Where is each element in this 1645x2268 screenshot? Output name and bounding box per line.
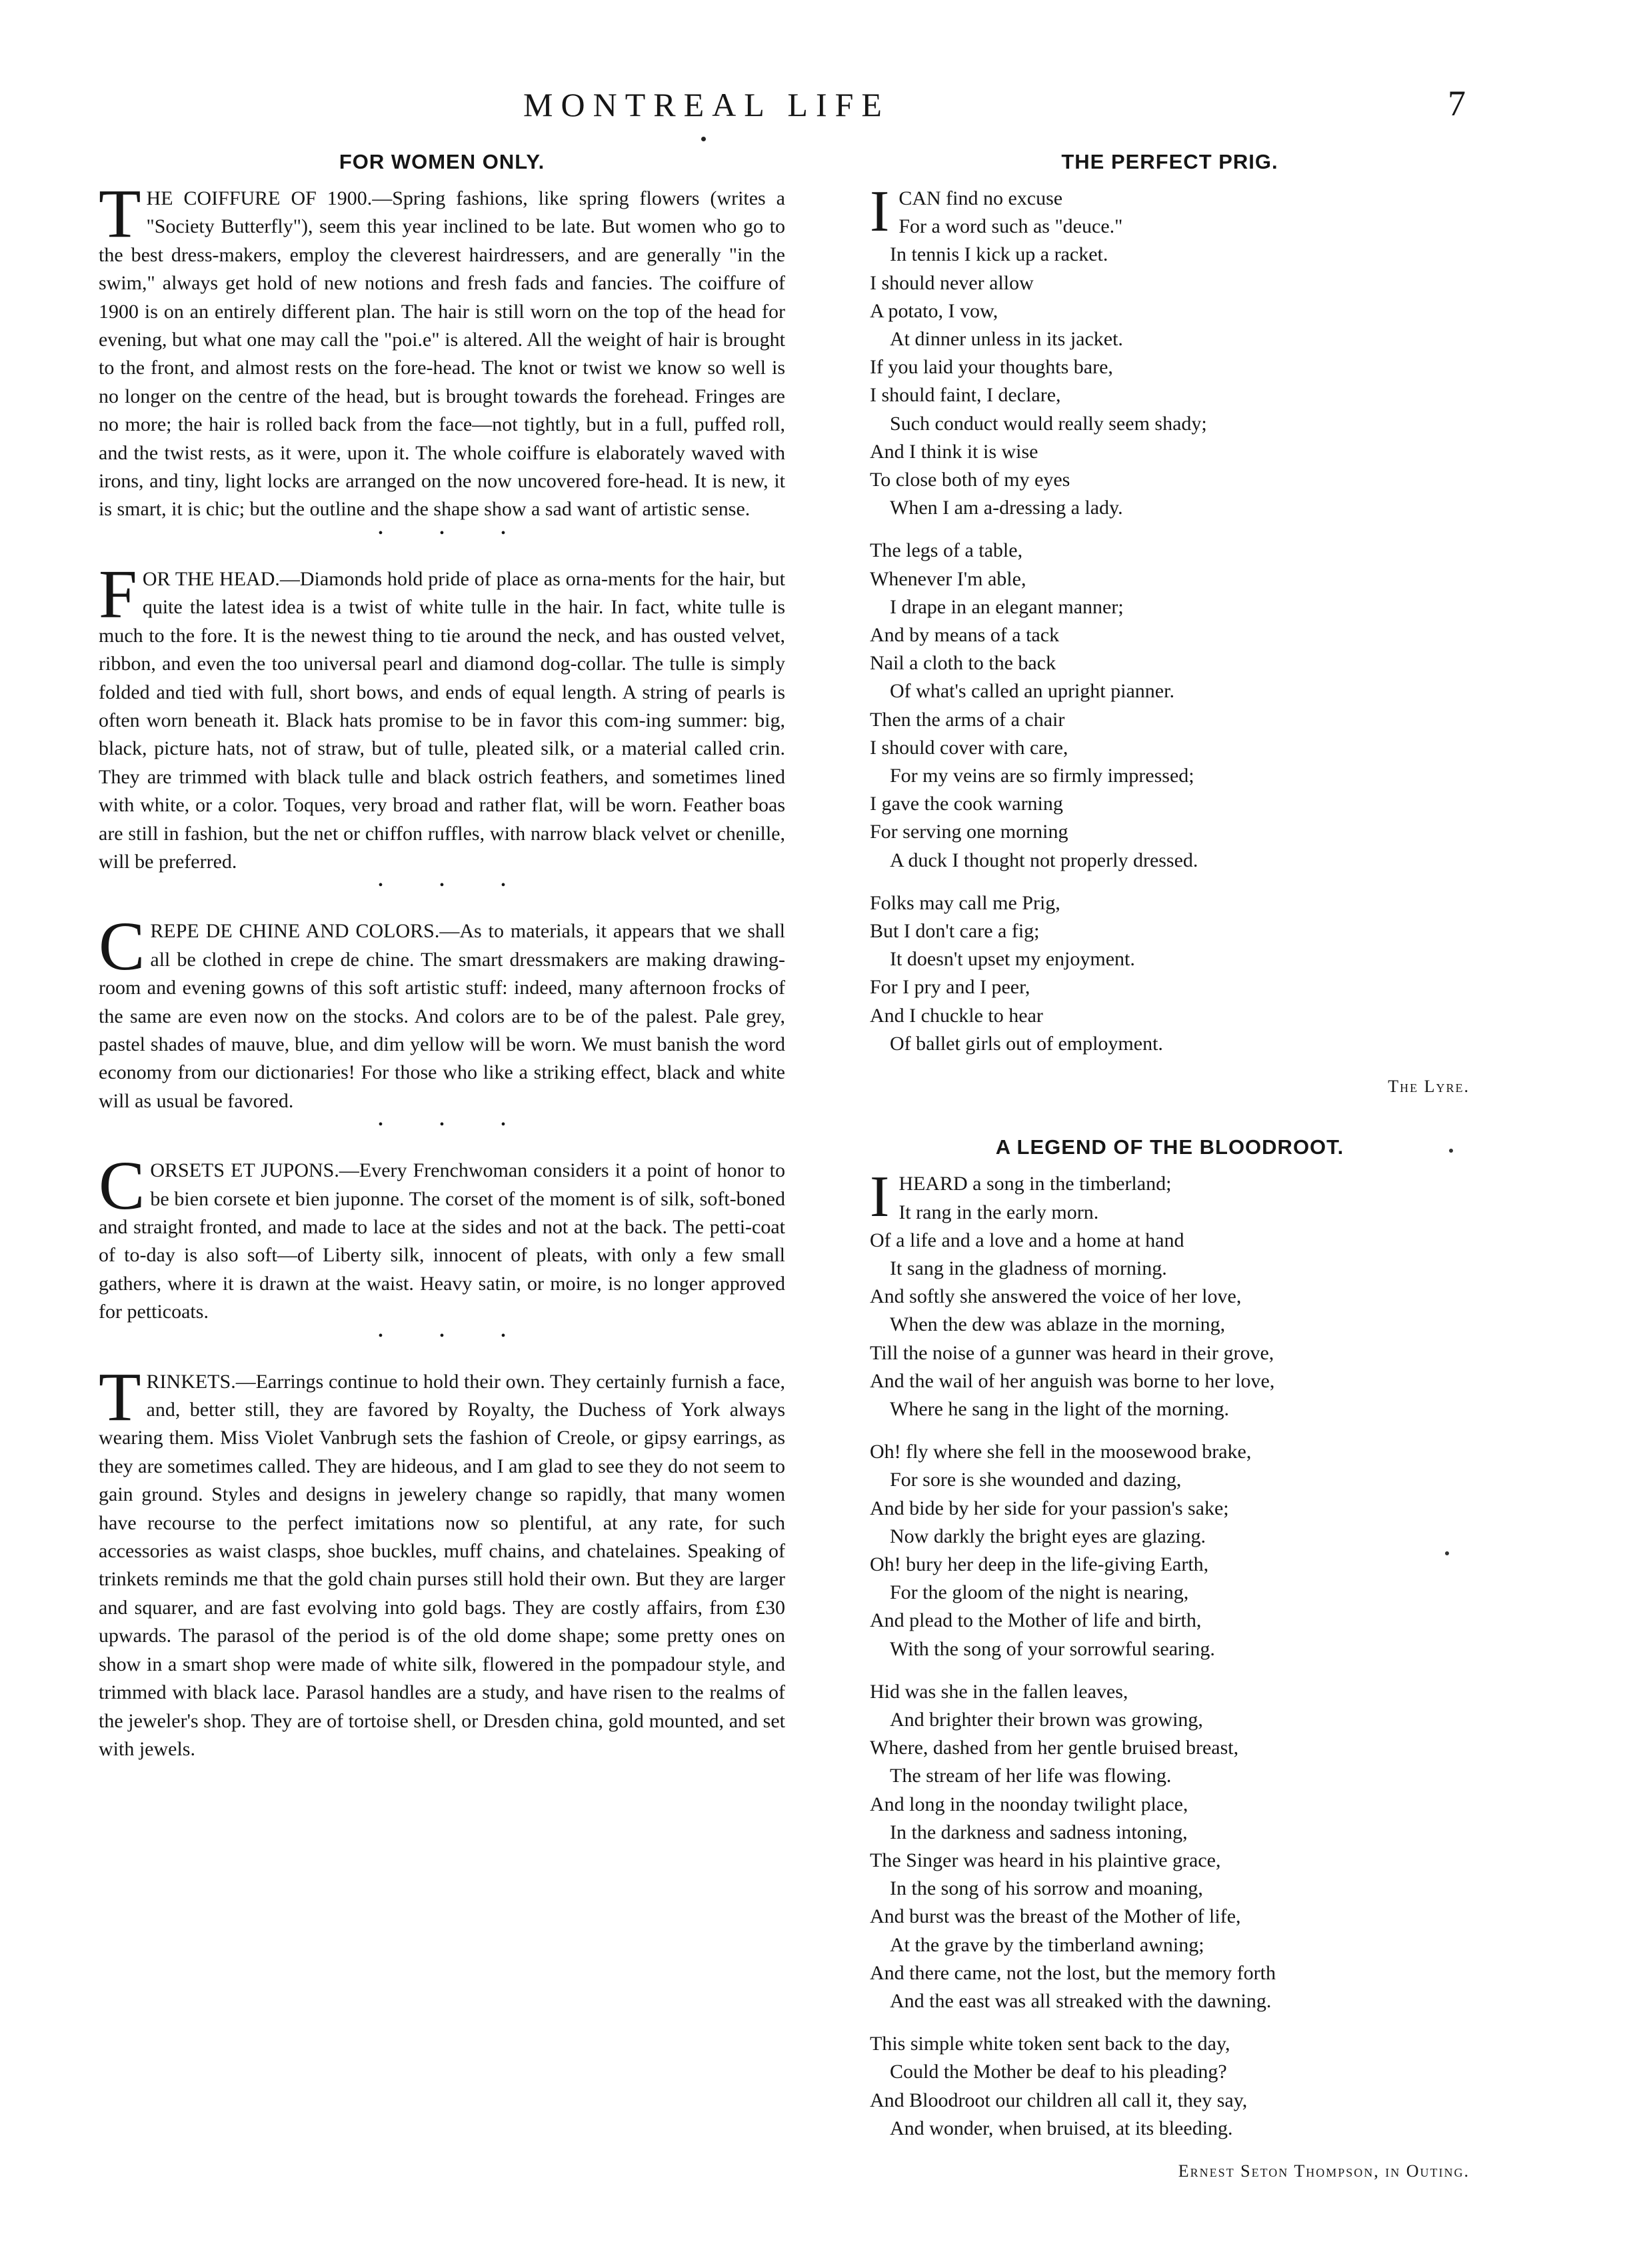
dropcap: I bbox=[870, 179, 890, 244]
poem-stanza bbox=[870, 1678, 1470, 2015]
section-separator: • • • bbox=[378, 1328, 533, 1343]
poem-line: In tennis I kick up a racket. bbox=[890, 243, 1108, 266]
poem-line: Now darkly the bright eyes are glazing. bbox=[890, 1525, 1206, 1547]
print-speck bbox=[1445, 1551, 1449, 1555]
poem-line: Of what's called an upright pianner. bbox=[890, 680, 1174, 703]
poem-line: I gave the cook warning bbox=[870, 793, 1063, 815]
section-separator: • • • bbox=[378, 1117, 533, 1133]
poem-line: And wonder, when bruised, at its bleeding. bbox=[890, 2117, 1233, 2139]
article-paragraph: CORSETS ET JUPONS.—Every Frenchwoman considers it a point of honor to be bien corsete et bien juponne. The corset of the moment is of silk, soft-boned and straight fronted, and made to lace at the sides and not at the back. The petti-coat of to-day is also soft—of Liberty silk, innocent of pleats, with only a few small gathers, where it is drawn at the waist. Heavy satin, or moire, is no longer approved for petticoats. bbox=[99, 1147, 785, 1323]
poem-line: And the east was all streaked with the dawning. bbox=[890, 1989, 1272, 2012]
poem-line: For serving one morning bbox=[870, 821, 1068, 843]
poem-line: And brighter their brown was growing, bbox=[890, 1708, 1203, 1731]
poem-stanza bbox=[870, 179, 1470, 522]
poem-perfect-prig bbox=[870, 179, 1470, 1101]
poem-stanza bbox=[870, 1438, 1470, 1663]
poem-line: With the song of your sorrowful searing. bbox=[890, 1637, 1215, 1660]
poem-line: Such conduct would really seem shady; bbox=[890, 412, 1207, 435]
poem-stanza bbox=[870, 889, 1470, 1058]
poem-line: It doesn't upset my enjoyment. bbox=[890, 948, 1135, 971]
poem-line: Folks may call me Prig, bbox=[870, 891, 1060, 914]
poem-line: The Singer was heard in his plaintive grace, bbox=[870, 1849, 1221, 1871]
poem-line: For a word such as "deuce." bbox=[898, 215, 1123, 238]
poem-line: And burst was the breast of the Mother of life, bbox=[870, 1905, 1241, 1928]
section-title-women: FOR WOMEN ONLY. bbox=[339, 150, 545, 173]
poem-line: For I pry and I peer, bbox=[870, 976, 1030, 999]
section-separator: • • • bbox=[378, 878, 533, 893]
poem-line: And the wail of her anguish was borne to her love, bbox=[870, 1369, 1275, 1392]
poem-line: For the gloom of the night is nearing, bbox=[890, 1581, 1189, 1604]
poem-line: Hid was she in the fallen leaves, bbox=[870, 1680, 1128, 1703]
poem-line: Of a life and a love and a home at hand bbox=[870, 1229, 1184, 1251]
poem-line: At dinner unless in its jacket. bbox=[890, 328, 1123, 351]
right-column bbox=[870, 150, 1470, 2185]
poem-line: Whenever I'm able, bbox=[870, 567, 1026, 590]
poem-stanza bbox=[870, 2030, 1470, 2143]
poem-line: Oh! bury her deep in the life-giving Earth, bbox=[870, 1553, 1209, 1575]
left-column bbox=[99, 150, 785, 1763]
poem-line: I should cover with care, bbox=[870, 736, 1068, 759]
poem-line: Of ballet girls out of employment. bbox=[890, 1032, 1163, 1055]
poem-line: In the darkness and sadness intoning, bbox=[890, 1821, 1188, 1843]
article-paragraph: FOR THE HEAD.—Diamonds hold pride of place as orna-ments for the hair, but quite the latest idea is a twist of white tulle in the hair. In fact, white tulle is much to the fore. It is the newest thing to tie around the neck, and has ousted velvet, ribbon, and even the too universal pearl and diamond dog-collar. The tulle is simply folded and tied with full, short bows, and ends of equal length. A string of pearls is often worn beneath it. Black hats promise to be in favor this com-ing summer: big, black, picture hats, not of straw, but of tulle, pleated silk, or a material called crin. They are trimmed with black tulle and black ostrich feathers, and sometimes lined with white, or a color. Toques, very broad and rather flat, will be worn. Feather boas are still in fashion, but the net or chiffon ruffles, with narrow black velvet or chenille, will be preferred. bbox=[99, 555, 785, 873]
section-separator: • • • bbox=[378, 525, 533, 541]
poem-line: The stream of her life was flowing. bbox=[890, 1765, 1172, 1787]
poem-line: I should faint, I declare, bbox=[870, 384, 1061, 407]
poem-stanza bbox=[870, 1165, 1470, 1423]
poem-line: And I think it is wise bbox=[870, 440, 1038, 463]
poem-line: For sore is she wounded and dazing, bbox=[890, 1469, 1182, 1491]
poem-line: When I am a-dressing a lady. bbox=[890, 497, 1123, 519]
poem-line: This simple white token sent back to the day, bbox=[870, 2033, 1230, 2055]
poem-signature: Ernest Seton Thompson, in Outing. bbox=[1178, 2161, 1470, 2181]
running-header: MONTREAL LIFE bbox=[523, 86, 890, 123]
poem-line: And by means of a tack bbox=[870, 624, 1060, 647]
poem-line: Where, dashed from her gentle bruised breast, bbox=[870, 1737, 1239, 1759]
poem-stanza bbox=[870, 537, 1470, 874]
poem-line: And long in the noonday twilight place, bbox=[870, 1793, 1188, 1815]
poem-line: And softly she answered the voice of her love, bbox=[870, 1285, 1242, 1308]
poem-line: Oh! fly where she fell in the moosewood brake, bbox=[870, 1441, 1252, 1463]
poem-line: To close both of my eyes bbox=[870, 469, 1070, 491]
poem-line: And plead to the Mother of life and birth, bbox=[870, 1609, 1202, 1632]
poem-line: I drape in an elegant manner; bbox=[890, 595, 1124, 618]
poem-line: When the dew was ablaze in the morning, bbox=[890, 1313, 1226, 1336]
poem-line: A duck I thought not properly dressed. bbox=[890, 849, 1198, 871]
page-number: 7 bbox=[1448, 83, 1466, 123]
poem-line: And bide by her side for your passion's sake; bbox=[870, 1497, 1229, 1519]
poem-line: And Bloodroot our children all call it, they say, bbox=[870, 2089, 1248, 2111]
poem-line: At the grave by the timberland awning; bbox=[890, 1933, 1204, 1956]
dropcap: I bbox=[870, 1165, 890, 1230]
poem-line: Could the Mother be deaf to his pleading? bbox=[890, 2061, 1227, 2083]
article-paragraph: THE COIFFURE OF 1900.—Spring fashions, like spring flowers (writes a "Society Butterfly"), seem this year inclined to be late. But women who go to the best dress-makers, employ the cleverest hairdressers, and are generally "in the swim," always get hold of new notions and fresh fads and fancies. The coiffure of 1900 is on an entirely different plan. The hair is still worn on the top of the head for evening, but what one may call the "poi.e" is altered. All the weight of hair is brought to the front, and almost rests on the fore-head. The knot or twist we know so well is no longer on the centre of the head, but is brought towards the forehead. Fringes are no more; the hair is rolled back from the face—not tightly, but in a full, puffed roll, and the twist rests, as it were, upon it. The whole coiffure is elaborately waved with irons, and tiny, light locks are arranged on the now uncovered fore-head. It is new, it is smart, it is chic; but the outline and the shape show a sad want of artistic sense. bbox=[99, 175, 785, 521]
article-paragraph: TRINKETS.—Earrings continue to hold their own. They certainly furnish a face, and, better still, they are favored by Royalty, the Duchess of York always wearing them. Miss Violet Vanbrugh sets the fashion of Creole, or gipsy earrings, as they are sometimes called. They are hideous, and I am glad to see they do not seem to gain ground. Styles and designs in jewelery change so rapidly, that many women have recourse to the perfect imitations now so plentiful, at any rate, for such accessories as waist clasps, shoe buckles, muff chains, and chatelaines. Speaking of trinkets reminds me that the gold chain purses still hold their own. But they are larger and squarer, and are fast evolving into gold bags. They are costly affairs, from £30 upwards. The parasol of the period is of the old dome shape; some pretty ones on show in a smart shop were made of white silk, flowered in the pompadour style, and trimmed with black lace. Parasol handles are a study, and have risen to the realms of the jeweler's shop. They are of tortoise shell, or Dresden china, gold mounted, and set with jewels. bbox=[99, 1358, 785, 1760]
poem-signature: The Lyre. bbox=[1388, 1077, 1470, 1097]
poem-line: It rang in the early morn. bbox=[898, 1201, 1099, 1223]
poem-line: I should never allow bbox=[870, 271, 1034, 294]
poem-line: For my veins are so firmly impressed; bbox=[890, 765, 1194, 787]
poem-title-prig: THE PERFECT PRIG. bbox=[1061, 150, 1278, 173]
article-paragraph: CREPE DE CHINE AND COLORS.—As to materials, it appears that we shall all be clothed in crepe de chine. The smart dressmakers are making drawing-room and evening gowns of this soft artistic stuff: indeed, many afternoon frocks of the same are even now on the stocks. And colors are to be of the palest. Pale grey, pastel shades of mauve, blue, and dim yellow will be worn. We must banish the word economy from our dictionaries! For those who like a striking effect, black and white will as usual be favored. bbox=[99, 908, 785, 1112]
poem-line: HEARD a song in the timberland; bbox=[898, 1173, 1172, 1195]
poem-line: Then the arms of a chair bbox=[870, 708, 1065, 731]
poem-line: A potato, I vow, bbox=[870, 299, 998, 322]
poem-line: If you laid your thoughts bare, bbox=[870, 356, 1113, 379]
poem-line: And there came, not the lost, but the memory forth bbox=[870, 1961, 1276, 1984]
print-speck bbox=[1449, 1149, 1453, 1153]
poem-line: The legs of a table, bbox=[870, 539, 1023, 562]
poem-line: Nail a cloth to the back bbox=[870, 652, 1056, 675]
poem-line: Till the noise of a gunner was heard in their grove, bbox=[870, 1341, 1274, 1364]
poem-title-legend: A LEGEND OF THE BLOODROOT. bbox=[995, 1135, 1344, 1159]
poem-line: In the song of his sorrow and moaning, bbox=[890, 1877, 1203, 1900]
poem-bloodroot-legend bbox=[870, 1165, 1470, 2185]
poem-line: CAN find no excuse bbox=[898, 187, 1063, 209]
poem-line: It sang in the gladness of morning. bbox=[890, 1257, 1167, 1279]
poem-line: And I chuckle to hear bbox=[870, 1004, 1043, 1027]
poem-line: But I don't care a fig; bbox=[870, 920, 1040, 943]
poem-line: Where he sang in the light of the morning. bbox=[890, 1397, 1230, 1420]
header-dot bbox=[701, 137, 706, 141]
